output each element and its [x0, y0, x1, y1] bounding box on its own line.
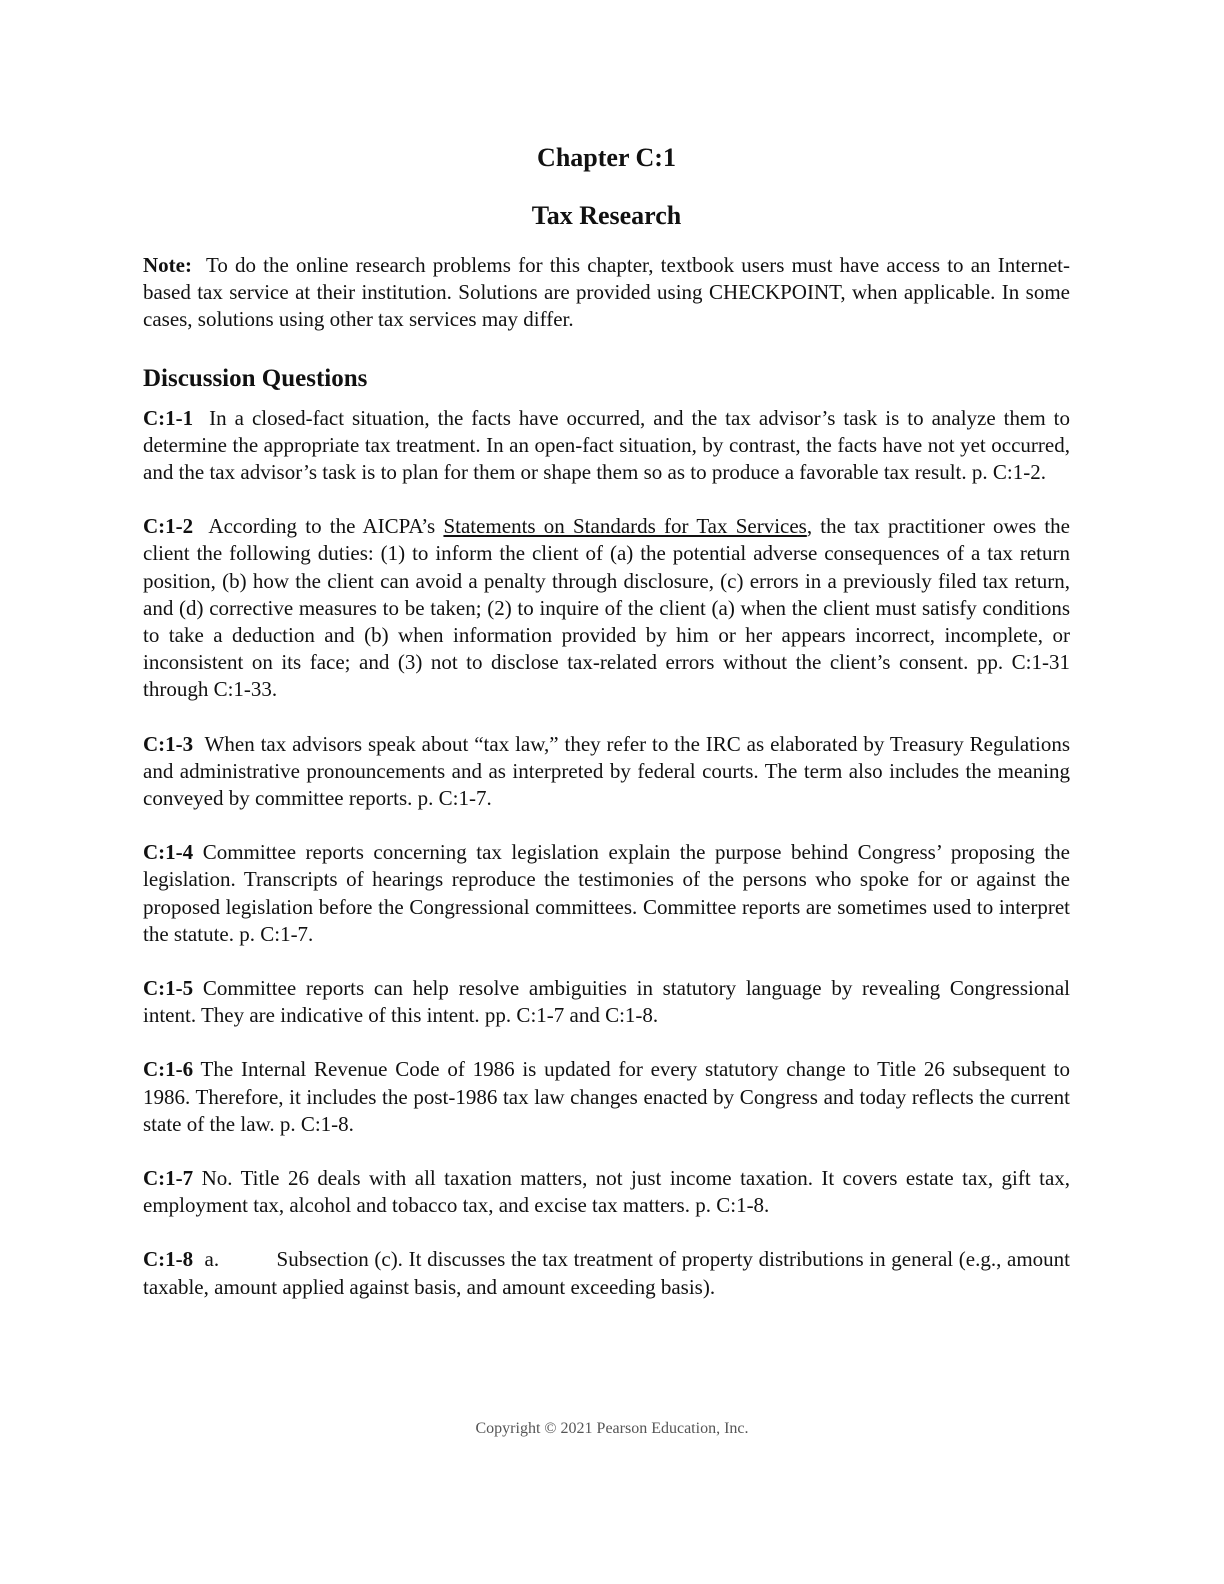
- sub-question-label: a.: [204, 1247, 220, 1272]
- answer-text: Subsection (c). It discusses the tax treatment of property distributions in general (e.g., amount taxable, amount applied against basis, and amount exceeding basis).: [143, 1247, 1071, 1299]
- question-c1-3: [143, 731, 1070, 813]
- question-id: C:1-5: [143, 976, 194, 1001]
- question-id: C:1-2: [143, 514, 194, 539]
- question-c1-7: [143, 1165, 1070, 1219]
- answer-text-before: According to the AICPA’s: [208, 514, 436, 539]
- answer-text: In a closed-fact situation, the facts have occurred, and the tax advisor’s task is to analyze them to determine the appropriate tax treatment. In an open-fact situation, by contrast, the facts have not yet occurred, and the tax advisor’s task is to plan for them or shape them so as to produce a favorable tax result. p. C:1-2.: [143, 405, 1070, 485]
- note-label: Note:: [143, 253, 192, 277]
- question-id: C:1-8: [143, 1247, 194, 1272]
- answer-text: Committee reports can help resolve ambiguities in statutory language by revealing Congressional intent. They are indicative of this intent. pp. C:1-7 and C:1-8.: [143, 976, 1070, 1028]
- note-text: To do the online research problems for this chapter, textbook users must have access to an Internet-based tax service at their institution. Solutions are provided using CHECKPOINT, when applicable. In some cases, solutions using other tax services may differ.: [143, 253, 1070, 332]
- chapter-title: Chapter C:1: [537, 143, 676, 172]
- question-c1-2: [143, 513, 1070, 703]
- question-id: C:1-1: [143, 405, 194, 430]
- answer-text-after: , the tax practitioner owes the client the following duties: (1) to inform the client of (a) the potential adverse consequences of a tax return position, (b) how the client can avoid a penalty through disclosure, (c) errors in a previously filed tax return, and (d) corrective measures to be taken; (2) to inquire of the client (a) when the client must satisfy conditions to take a deduction and (b) when information provided by him or her appears incorrect, incomplete, or inconsistent on its face; and (3) not to disclose tax-related errors without the client’s consent. pp. C:1-31 through C:1-33.: [143, 514, 1071, 702]
- question-c1-4: [143, 839, 1070, 948]
- answer-text: Committee reports concerning tax legislation explain the purpose behind Congress’ proposing the legislation. Transcripts of hearings reproduce the testimonies of the persons who spoke for or against the proposed legislation before the Congressional committees. Committee reports are sometimes used to interpret the statute. p. C:1-7.: [143, 840, 1071, 946]
- note-paragraph: [143, 252, 1070, 334]
- question-id: C:1-4: [143, 840, 194, 865]
- underlined-title: Statements on Standards for Tax Services: [443, 514, 807, 539]
- question-c1-5: [143, 975, 1070, 1029]
- question-id: C:1-7: [143, 1166, 194, 1191]
- answer-text: When tax advisors speak about “tax law,” they refer to the IRC as elaborated by Treasury Regulations and administrative pronouncements and as interpreted by federal courts. The term also includes the meaning conveyed by committee reports. p. C:1-7.: [143, 731, 1070, 811]
- question-c1-6: [143, 1056, 1070, 1138]
- question-id: C:1-3: [143, 731, 194, 756]
- chapter-subtitle: Tax Research: [531, 201, 682, 230]
- answer-text: No. Title 26 deals with all taxation matters, not just income taxation. It covers estate tax, gift tax, employment tax, alcohol and tobacco tax, and excise tax matters. p. C:1-8.: [143, 1166, 1071, 1218]
- copyright-footer: [0, 1417, 1224, 1437]
- copyright-text: Copyright © 2021 Pearson Education, Inc.: [475, 1420, 749, 1437]
- answer-text: The Internal Revenue Code of 1986 is updated for every statutory change to Title 26 subsequent to 1986. Therefore, it includes the post-1986 tax law changes enacted by Congress and today reflects the current state of the law. p. C:1-8.: [143, 1057, 1070, 1136]
- document-page: [143, 140, 1070, 1328]
- question-c1-8: [143, 1246, 1070, 1300]
- question-id: C:1-6: [143, 1057, 194, 1082]
- section-heading: Discussion Questions: [143, 364, 368, 392]
- question-c1-1: [143, 405, 1070, 487]
